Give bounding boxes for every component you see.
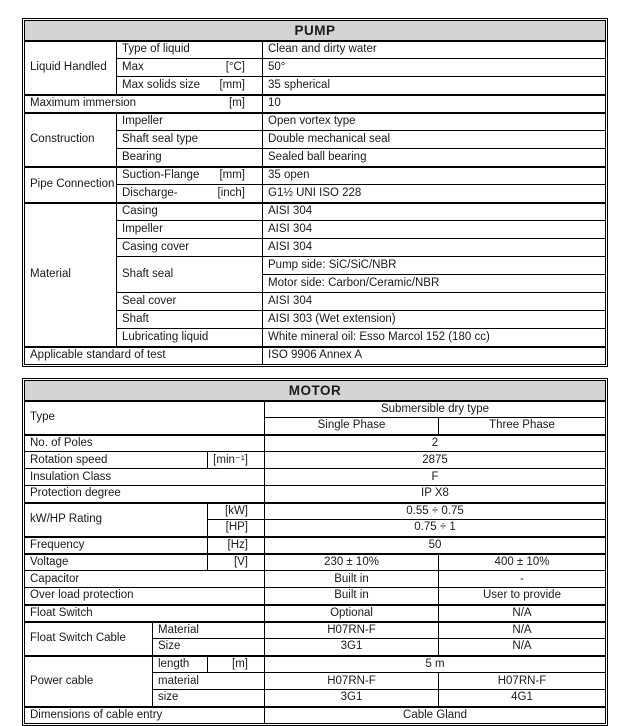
table-row [25, 605, 606, 622]
table-row [25, 503, 606, 520]
row-label: Maximum immersion [30, 97, 137, 109]
row-unit: [V] [208, 554, 265, 571]
row-label-cell [25, 95, 263, 113]
table-row [25, 41, 606, 59]
row-label: Voltage [25, 554, 208, 571]
table-row [25, 656, 606, 673]
row-value: AISI 303 (Wet extension) [263, 311, 606, 329]
row-label: Protection degree [25, 486, 265, 503]
row-label: Type of liquid [117, 41, 263, 59]
pump-spec-table-frame [22, 18, 608, 367]
motor-header-row [25, 381, 606, 401]
group-label-pipe-connection: Pipe Connection [25, 167, 117, 203]
row-label: Casing [117, 203, 263, 221]
row-label: Insulation Class [25, 469, 265, 486]
row-label: Shaft seal type [117, 131, 263, 149]
table-row [25, 537, 606, 554]
table-row [25, 486, 606, 503]
row-value: Pump side: SiC/SiC/NBR [263, 257, 606, 275]
pump-header-row [25, 21, 606, 41]
table-row [25, 203, 606, 221]
row-value: Clean and dirty water [263, 41, 606, 59]
row-label: Capacitor [25, 571, 265, 588]
row-unit: [°C] [225, 61, 245, 73]
pump-table [24, 20, 606, 365]
row-value-three-phase: N/A [439, 622, 606, 639]
row-unit: [kW] [208, 503, 265, 520]
row-value-three-phase: 4G1 [439, 690, 606, 707]
row-value: 50° [263, 59, 606, 77]
row-value-single-phase: Optional [265, 605, 439, 622]
row-unit: [inch] [217, 186, 245, 199]
row-value: 35 open [263, 167, 606, 185]
table-row [25, 622, 606, 639]
row-value: 0.55 ÷ 0.75 [265, 503, 606, 520]
row-value-three-phase: N/A [439, 639, 606, 656]
row-label: Float Switch [25, 605, 265, 622]
row-label: Suction-Flange [122, 169, 200, 182]
table-row [25, 554, 606, 571]
row-label-cell [117, 77, 263, 95]
row-label: Seal cover [117, 293, 263, 311]
row-value: G1½ UNI ISO 228 [263, 185, 606, 203]
row-label: Dimensions of cable entry [25, 707, 265, 724]
pump-table-title: PUMP [25, 21, 606, 41]
row-label: Frequency [25, 537, 208, 554]
row-value-single-phase: 3G1 [265, 690, 439, 707]
row-value-single-phase: 230 ± 10% [265, 554, 439, 571]
row-value: 2875 [265, 452, 606, 469]
row-value-single-phase: Built in [265, 571, 439, 588]
row-label: kW/HP Rating [25, 503, 208, 537]
group-label-construction: Construction [25, 113, 117, 167]
column-header-three-phase: Three Phase [439, 418, 606, 435]
row-label: Material [153, 622, 265, 639]
row-label: material [153, 673, 265, 690]
row-value: ISO 9906 Annex A [263, 347, 606, 365]
table-row [25, 707, 606, 724]
row-label: Bearing [117, 149, 263, 167]
row-unit: [min⁻¹] [208, 452, 265, 469]
row-label: Max solids size [122, 78, 200, 91]
row-unit: [HP] [208, 520, 265, 537]
table-row [25, 435, 606, 452]
row-label: Max [122, 61, 144, 73]
group-label-power-cable: Power cable [25, 656, 153, 707]
group-label-liquid-handled: Liquid Handled [25, 41, 117, 95]
row-value: 35 spherical [263, 77, 606, 95]
row-value: Submersible dry type [265, 401, 606, 418]
row-value: 2 [265, 435, 606, 452]
row-unit: [m] [208, 656, 265, 673]
row-value-single-phase: 3G1 [265, 639, 439, 656]
group-label-float-switch-cable: Float Switch Cable [25, 622, 153, 656]
row-value: Double mechanical seal [263, 131, 606, 149]
table-row [25, 95, 606, 113]
row-value-three-phase: H07RN-F [439, 673, 606, 690]
row-value-three-phase: 400 ± 10% [439, 554, 606, 571]
row-label-cell [117, 59, 263, 77]
row-label: No. of Poles [25, 435, 265, 452]
row-value: Sealed ball bearing [263, 149, 606, 167]
column-header-single-phase: Single Phase [265, 418, 439, 435]
row-label-cell [117, 185, 263, 203]
row-label: Shaft [117, 311, 263, 329]
table-row [25, 347, 606, 365]
group-label-material: Material [25, 203, 117, 347]
row-value: 5 m [265, 656, 606, 673]
row-value-three-phase: N/A [439, 605, 606, 622]
row-label: Size [153, 639, 265, 656]
row-label: Lubricating liquid [117, 329, 263, 347]
row-unit: [mm] [219, 78, 245, 91]
motor-table-title: MOTOR [25, 381, 606, 401]
row-label: length [153, 656, 208, 673]
row-value: F [265, 469, 606, 486]
row-label: size [153, 690, 265, 707]
row-value: AISI 304 [263, 293, 606, 311]
motor-spec-table-frame [22, 378, 608, 726]
row-label: Casing cover [117, 239, 263, 257]
row-label: Applicable standard of test [25, 347, 263, 365]
motor-table [24, 380, 606, 724]
row-value: 0.75 ÷ 1 [265, 520, 606, 537]
row-value: IP X8 [265, 486, 606, 503]
row-label: Discharge- [122, 186, 178, 199]
row-value: AISI 304 [263, 221, 606, 239]
row-label: Over load protection [25, 588, 265, 605]
row-label: Impeller [117, 113, 263, 131]
row-label: Type [25, 401, 265, 435]
row-value: AISI 304 [263, 239, 606, 257]
row-value: 10 [263, 95, 606, 113]
table-row [25, 571, 606, 588]
row-label: Rotation speed [25, 452, 208, 469]
table-row [25, 469, 606, 486]
row-label: Impeller [117, 221, 263, 239]
row-label: Shaft seal [117, 257, 263, 293]
table-row [25, 401, 606, 418]
row-value-three-phase: - [439, 571, 606, 588]
table-row [25, 588, 606, 605]
table-row [25, 452, 606, 469]
row-unit: [m] [229, 97, 245, 109]
row-value: Cable Gland [265, 707, 606, 724]
spec-sheet-page [22, 18, 608, 726]
row-value-single-phase: H07RN-F [265, 673, 439, 690]
row-value-three-phase: User to provide [439, 588, 606, 605]
row-unit: [Hz] [208, 537, 265, 554]
row-unit: [mm] [219, 169, 245, 182]
table-row [25, 113, 606, 131]
row-value: White mineral oil: Esso Marcol 152 (180 cc) [263, 329, 606, 347]
row-value: Motor side: Carbon/Ceramic/NBR [263, 275, 606, 293]
row-label-cell [117, 167, 263, 185]
row-value-single-phase: H07RN-F [265, 622, 439, 639]
row-value: Open vortex type [263, 113, 606, 131]
row-value: AISI 304 [263, 203, 606, 221]
row-value: 50 [265, 537, 606, 554]
table-row [25, 167, 606, 185]
row-value-single-phase: Built in [265, 588, 439, 605]
